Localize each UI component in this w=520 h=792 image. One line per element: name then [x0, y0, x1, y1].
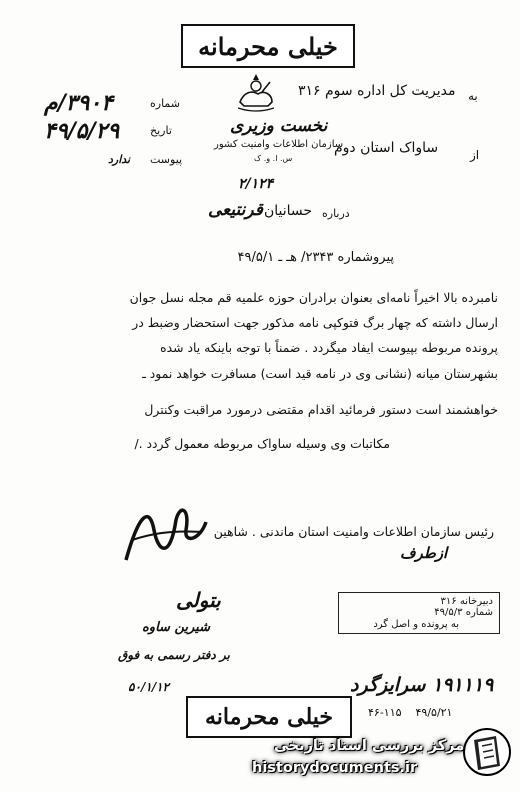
org-subtitle: سازمان اطلاعات وامنیت کشور	[214, 139, 344, 150]
subject-mark: ۲/۱۲۴	[238, 176, 274, 192]
subject-prefix: درباره	[322, 207, 350, 220]
body-line: ارسال داشته که چهار برگ فتوکپی نامه مذکور جهت استحضار وضبط در	[132, 315, 498, 330]
body-line: خواهشمند است دستور فرمائید اقدام مقتضی درمورد مراقبت وکنترل	[144, 402, 498, 417]
signature-handwriting: ازطرف	[400, 544, 448, 562]
body-line: پرونده مربوطه بپیوست ایفاد میگردد . ضمناً با توجه باینکه یاد شده	[160, 340, 498, 355]
to-prefix: به	[468, 89, 478, 103]
reference-line: پیروشماره ۲۳۴۳/ هـ ـ ۴۹/۵/۱	[237, 250, 394, 265]
signature-line: رئیس سازمان اطلاعات وامنیت استان ماندنی . شاهین	[213, 524, 494, 539]
top-confidential-stamp: خیلی محرمانه	[181, 24, 355, 68]
to-line: مدیریت کل اداره سوم ۳۱۶	[298, 83, 456, 99]
attachment-value: ندارد	[108, 153, 131, 166]
subject-handwriting: قرنتیعی	[208, 200, 263, 220]
watermark-url: historydocuments.ir	[252, 760, 418, 776]
subject-value: حسانیان	[264, 203, 313, 219]
bottom-right-handwriting: ۱۹۱۱۱۹ سرایزگرد	[350, 674, 494, 696]
number-value: ۳۹۰۴/م	[44, 90, 113, 116]
body-line: مکاتبات وی وسیله ساواک مربوطه معمول گردد ./	[134, 436, 390, 451]
from-line: ساواک استان دوم	[334, 140, 439, 156]
left-note: ۵۰/۱/۱۲	[128, 680, 169, 694]
bottom-right-code: ۴۹/۵/۲۱ ۴۶-۱۱۵	[368, 706, 453, 719]
watermark-title: مرکز بررسی اسناد تاریخی	[274, 738, 465, 754]
number-label: شماره	[150, 97, 181, 110]
archive-logo-icon	[462, 726, 512, 778]
registry-stamp-line: شماره ۴۹/۵/۳	[434, 607, 493, 618]
registry-stamp-line: به پرونده و اصل گرد	[373, 619, 459, 630]
left-note: شیرین ساوه	[142, 620, 210, 635]
attachment-label: پیوست	[150, 153, 183, 166]
body-line: نامبرده بالا اخیراً نامه‌ای بعنوان برادران حوزه علمیه قم مجله نسل جوان	[129, 290, 498, 305]
date-value: ۴۹/۵/۲۹	[44, 118, 120, 144]
lion-sun-emblem-icon	[234, 72, 278, 114]
left-note: بر دفتر رسمی به فوق	[118, 648, 230, 662]
bottom-confidential-stamp: خیلی محرمانه	[186, 696, 352, 738]
left-note: بتولی	[176, 588, 221, 612]
signature-scribble-icon	[120, 500, 210, 568]
org-code: س. ا. و. ک	[254, 154, 293, 163]
registry-stamp-line: دبیرخانه ۳۱۶	[440, 596, 493, 607]
org-title: نخست وزیری	[230, 116, 328, 136]
from-prefix: از	[470, 148, 480, 162]
date-label: تاریخ	[150, 124, 172, 137]
registry-stamp	[338, 592, 500, 634]
body-line: بشهرستان میانه (نشانی وی در نامه قید است) مسافرت خواهد نمود ـ	[142, 366, 498, 381]
